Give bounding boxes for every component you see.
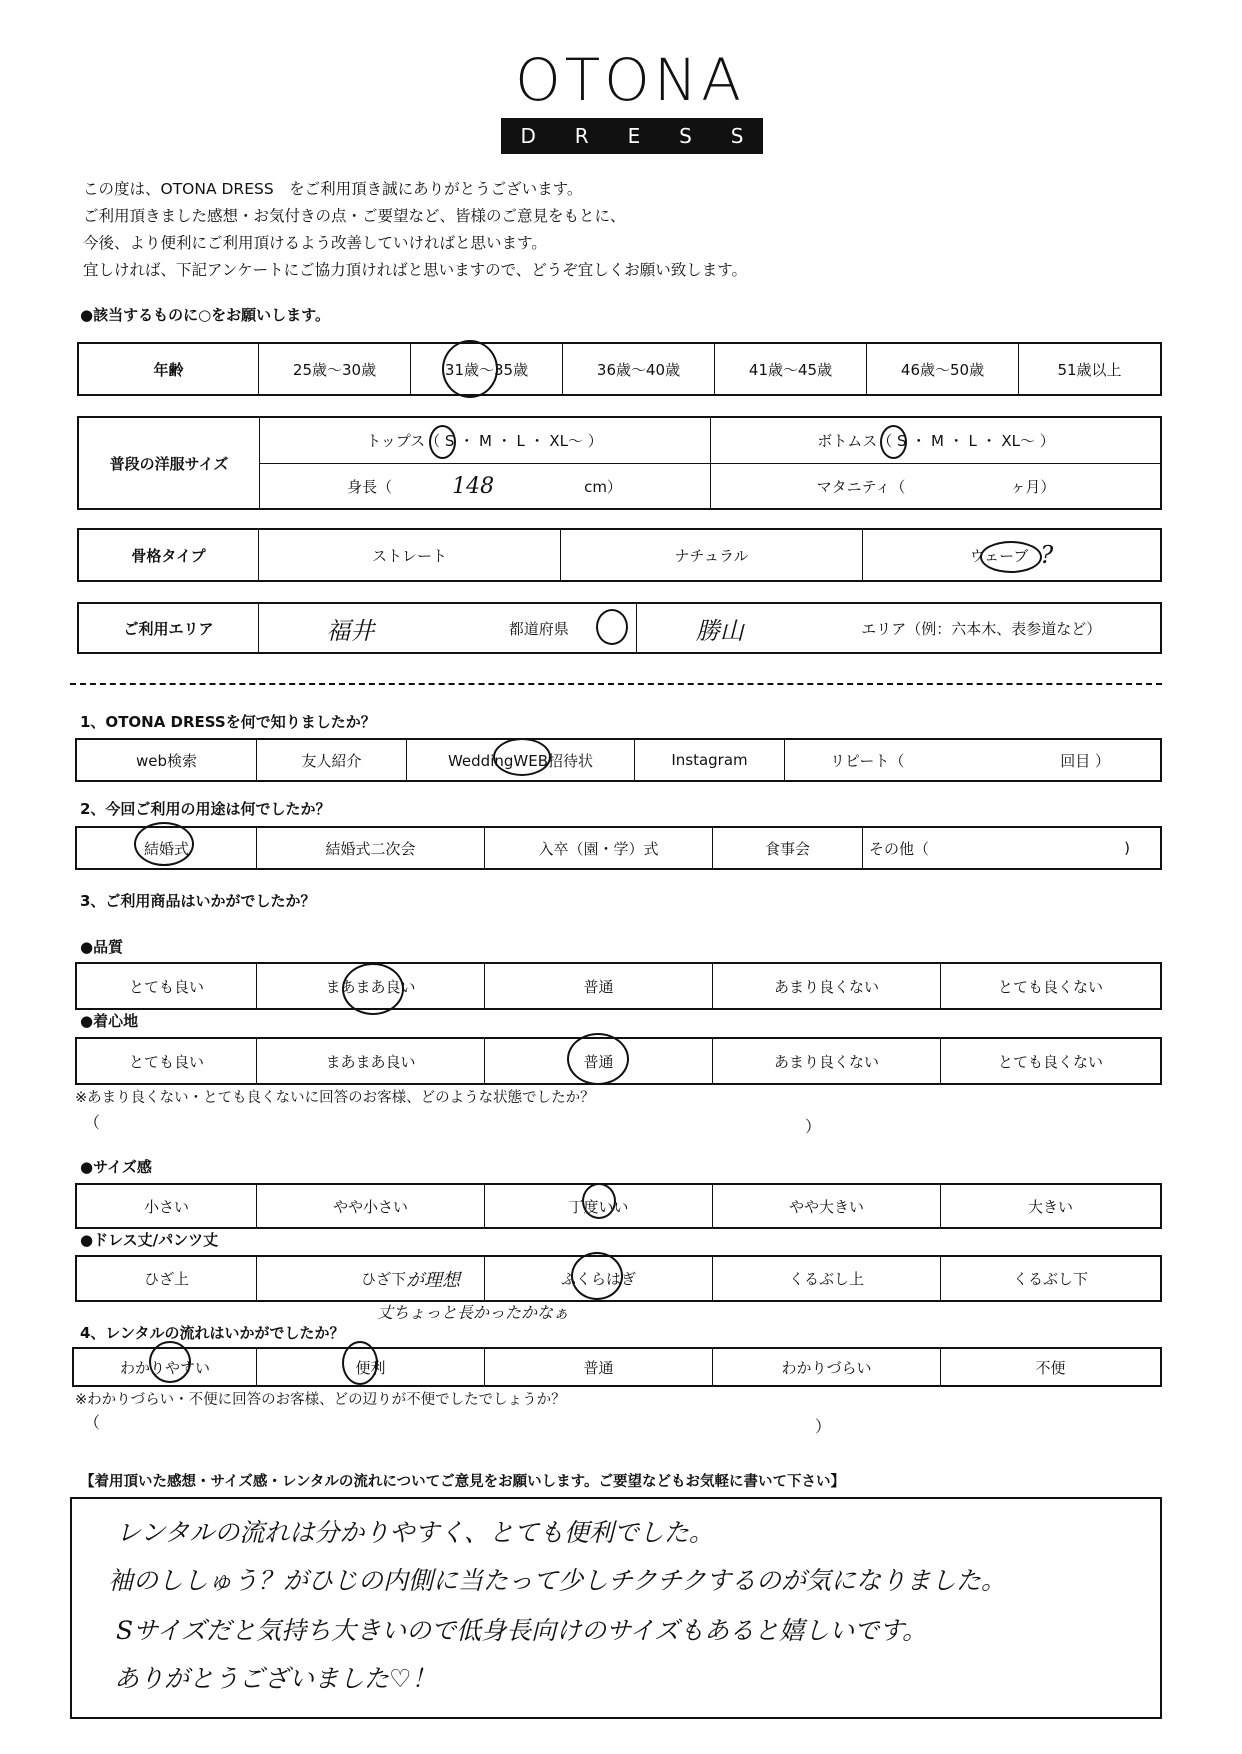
q2-other-close: ): [1124, 839, 1130, 857]
answer-circle: [429, 425, 456, 459]
quality-option[interactable]: とても良くない: [997, 977, 1103, 996]
answer-circle: [567, 1033, 629, 1085]
q2-other-label: その他（: [869, 839, 930, 858]
height-value: 148: [452, 473, 495, 499]
bottoms-size[interactable]: ボトムス（ S ・ M ・ L ・ XL〜 ）: [817, 432, 1055, 450]
frame-option-label: ウェーブ: [969, 546, 1029, 565]
q2-title: 2、今回ご利用の用途は何でしたか？: [80, 800, 331, 818]
q2-option-other[interactable]: [863, 828, 1160, 868]
height-prefix: 身長（: [347, 477, 393, 496]
answer-circle: [571, 1252, 623, 1300]
fit-option[interactable]: やや小さい: [257, 1185, 485, 1227]
quality-option[interactable]: 普通: [485, 964, 713, 1008]
divider: [70, 683, 1162, 685]
logo-letter: R: [574, 124, 589, 148]
answer-circle: [134, 822, 194, 866]
q1-repeat-label: リピート（: [830, 751, 905, 770]
q3-title: 3、ご利用商品はいかがでしたか？: [80, 892, 316, 910]
q4-note: ※わかりづらい・不便に回答のお客様、どの辺りが不便でしたでしょうか？: [75, 1392, 566, 1408]
age-row: [77, 342, 1162, 396]
paren-open: （: [84, 1113, 101, 1132]
quality-row: [75, 962, 1162, 1010]
fit-option[interactable]: 大きい: [1027, 1197, 1073, 1216]
q4-option[interactable]: 便利: [257, 1349, 485, 1385]
q1-option[interactable]: 友人紹介: [257, 740, 407, 780]
age-option[interactable]: 51歳以上: [1057, 360, 1122, 379]
q2-option[interactable]: 入卒（園・学）式: [485, 828, 713, 868]
q2-option[interactable]: 食事会: [713, 828, 863, 868]
q1-repeat-suffix: 回目 ）: [1060, 751, 1110, 770]
q2-row: [75, 826, 1162, 870]
quality-option[interactable]: とても良い: [77, 964, 257, 1008]
comment-line: 袖のししゅう？がひじの内側に当たって少しチクチクするのが気になりました。: [108, 1566, 1007, 1595]
size-label: 普段の洋服サイズ: [79, 418, 260, 508]
paren-close: ）: [805, 1117, 822, 1136]
q4-option[interactable]: 普通: [485, 1349, 713, 1385]
size-block: [77, 416, 1162, 510]
age-option[interactable]: 41歳〜45歳: [715, 344, 867, 394]
age-option[interactable]: 31歳〜35歳: [411, 344, 563, 394]
logo-letter: S: [730, 124, 744, 148]
logo-letter: D: [520, 124, 536, 148]
length-option[interactable]: くるぶし下: [1012, 1270, 1088, 1288]
q2-option[interactable]: 結婚式二次会: [257, 828, 485, 868]
height-suffix: cm）: [584, 477, 622, 496]
fit-option[interactable]: 小さい: [77, 1185, 257, 1227]
answer-circle: [596, 609, 628, 645]
comment-box[interactable]: [70, 1497, 1162, 1719]
frame-label: 骨格タイプ: [79, 530, 259, 580]
tops-size[interactable]: トップス（ S ・ M ・ L ・ XL〜 ）: [366, 432, 603, 450]
comment-line: Sサイズだと気持ち大きいので低身長向けのサイズもあると嬉しいです。: [116, 1616, 928, 1645]
q4-title: 4、レンタルの流れはいかがでしたか？: [80, 1324, 345, 1342]
comfort-option[interactable]: とても良い: [77, 1039, 257, 1083]
comfort-note: ※あまり良くない・とても良くないに回答のお客様、どのような状態でしたか？: [75, 1090, 595, 1106]
area-suffix: エリア（例：六本木、表参道など）: [861, 619, 1102, 638]
answer-circle: [582, 1183, 616, 1219]
q1-option[interactable]: WeddingWEB招待状: [407, 740, 635, 780]
comment-line: レンタルの流れは分かりやすく、とても便利でした。: [116, 1518, 714, 1547]
length-option[interactable]: ひざ上: [77, 1257, 257, 1300]
frame-option[interactable]: ナチュラル: [561, 530, 863, 580]
fit-option[interactable]: 丁度いい: [485, 1185, 713, 1227]
answer-circle: [980, 541, 1042, 573]
fit-label: ●サイズ感: [80, 1158, 152, 1176]
area-label: ご利用エリア: [79, 604, 259, 652]
pref-field[interactable]: [259, 604, 637, 652]
age-label: 年齢: [79, 344, 259, 394]
area-field[interactable]: [637, 604, 1160, 652]
paren-close: ）: [815, 1417, 832, 1436]
answer-circle: [493, 738, 551, 776]
q1-option[interactable]: Instagram: [635, 740, 785, 780]
q4-row: [72, 1347, 1162, 1387]
frame-option[interactable]: ストレート: [259, 530, 561, 580]
handwritten-note: 丈ちょっと長かったかなぁ: [377, 1303, 570, 1322]
length-option[interactable]: [257, 1257, 485, 1300]
comfort-label: ●着心地: [80, 1012, 139, 1030]
age-option[interactable]: 46歳〜50歳: [867, 344, 1019, 394]
q4-option[interactable]: 不便: [1035, 1358, 1066, 1377]
handwritten-note: が理想: [406, 1269, 460, 1291]
comfort-option[interactable]: 普通: [485, 1039, 713, 1083]
answer-circle: [342, 963, 404, 1015]
comfort-option[interactable]: あまり良くない: [713, 1039, 941, 1083]
quality-label: ●品質: [80, 938, 124, 956]
pref-value: 福井: [326, 616, 375, 645]
quality-option[interactable]: まあまあ良い: [257, 964, 485, 1008]
answer-circle: [149, 1341, 191, 1383]
q4-option[interactable]: わかりやすい: [74, 1349, 257, 1385]
fit-option[interactable]: やや大きい: [713, 1185, 941, 1227]
pref-suffix: 都道府県: [508, 619, 569, 638]
comment-title: 【着用頂いた感想・サイズ感・レンタルの流れについてご意見をお願いします。ご要望などもお気軽に書いて下さい】: [80, 1474, 845, 1490]
intro-line: 今後、より便利にご利用頂けるよう改善していければと思います。: [83, 234, 547, 252]
paren-open: （: [84, 1413, 101, 1432]
length-option[interactable]: くるぶし上: [713, 1257, 941, 1300]
comment-line: ありがとうございました♡！: [114, 1664, 437, 1693]
length-option[interactable]: ふくらはぎ: [485, 1257, 713, 1300]
q1-row: [75, 738, 1162, 782]
handwritten-note: ?: [1040, 541, 1054, 569]
answer-circle: [442, 340, 498, 398]
fit-row: [75, 1183, 1162, 1229]
height-field[interactable]: [259, 464, 710, 508]
q1-option-repeat[interactable]: [785, 740, 1160, 780]
brand-logo: OTONA: [515, 46, 745, 114]
q1-option[interactable]: web検索: [77, 740, 257, 780]
area-value: 勝山: [695, 616, 744, 645]
q1-title: 1、OTONA DRESSを何で知りましたか？: [80, 713, 376, 731]
length-label: ●ドレス丈/パンツ丈: [80, 1231, 219, 1249]
intro-line: この度は、OTONA DRESS をご利用頂き誠にありがとうございます。: [83, 180, 583, 198]
comfort-option[interactable]: まあまあ良い: [257, 1039, 485, 1083]
brand-logo-sub: [501, 118, 763, 154]
age-option[interactable]: 25歳〜30歳: [259, 344, 411, 394]
q4-option[interactable]: わかりづらい: [713, 1349, 941, 1385]
intro-line: 宜しければ、下記アンケートにご協力頂ければと思いますので、どうぞ宜しくお願い致します。: [83, 261, 748, 279]
intro-line: ご利用頂きました感想・お気付きの点・ご要望など、皆様のご意見をもとに、: [83, 207, 626, 225]
answer-circle: [880, 425, 907, 459]
q2-option[interactable]: 結婚式: [77, 828, 257, 868]
maternity-field[interactable]: マタニティ（ ヶ月）: [816, 477, 1056, 496]
logo-letter: S: [679, 124, 692, 148]
quality-option[interactable]: あまり良くない: [713, 964, 941, 1008]
answer-circle: [342, 1341, 378, 1385]
length-option-label: ひざ下: [360, 1270, 406, 1288]
age-option[interactable]: 36歳〜40歳: [563, 344, 715, 394]
instruction: ●該当するものに○をお願いします。: [80, 306, 330, 324]
logo-letter: E: [627, 124, 641, 148]
comfort-option[interactable]: とても良くない: [997, 1052, 1103, 1071]
